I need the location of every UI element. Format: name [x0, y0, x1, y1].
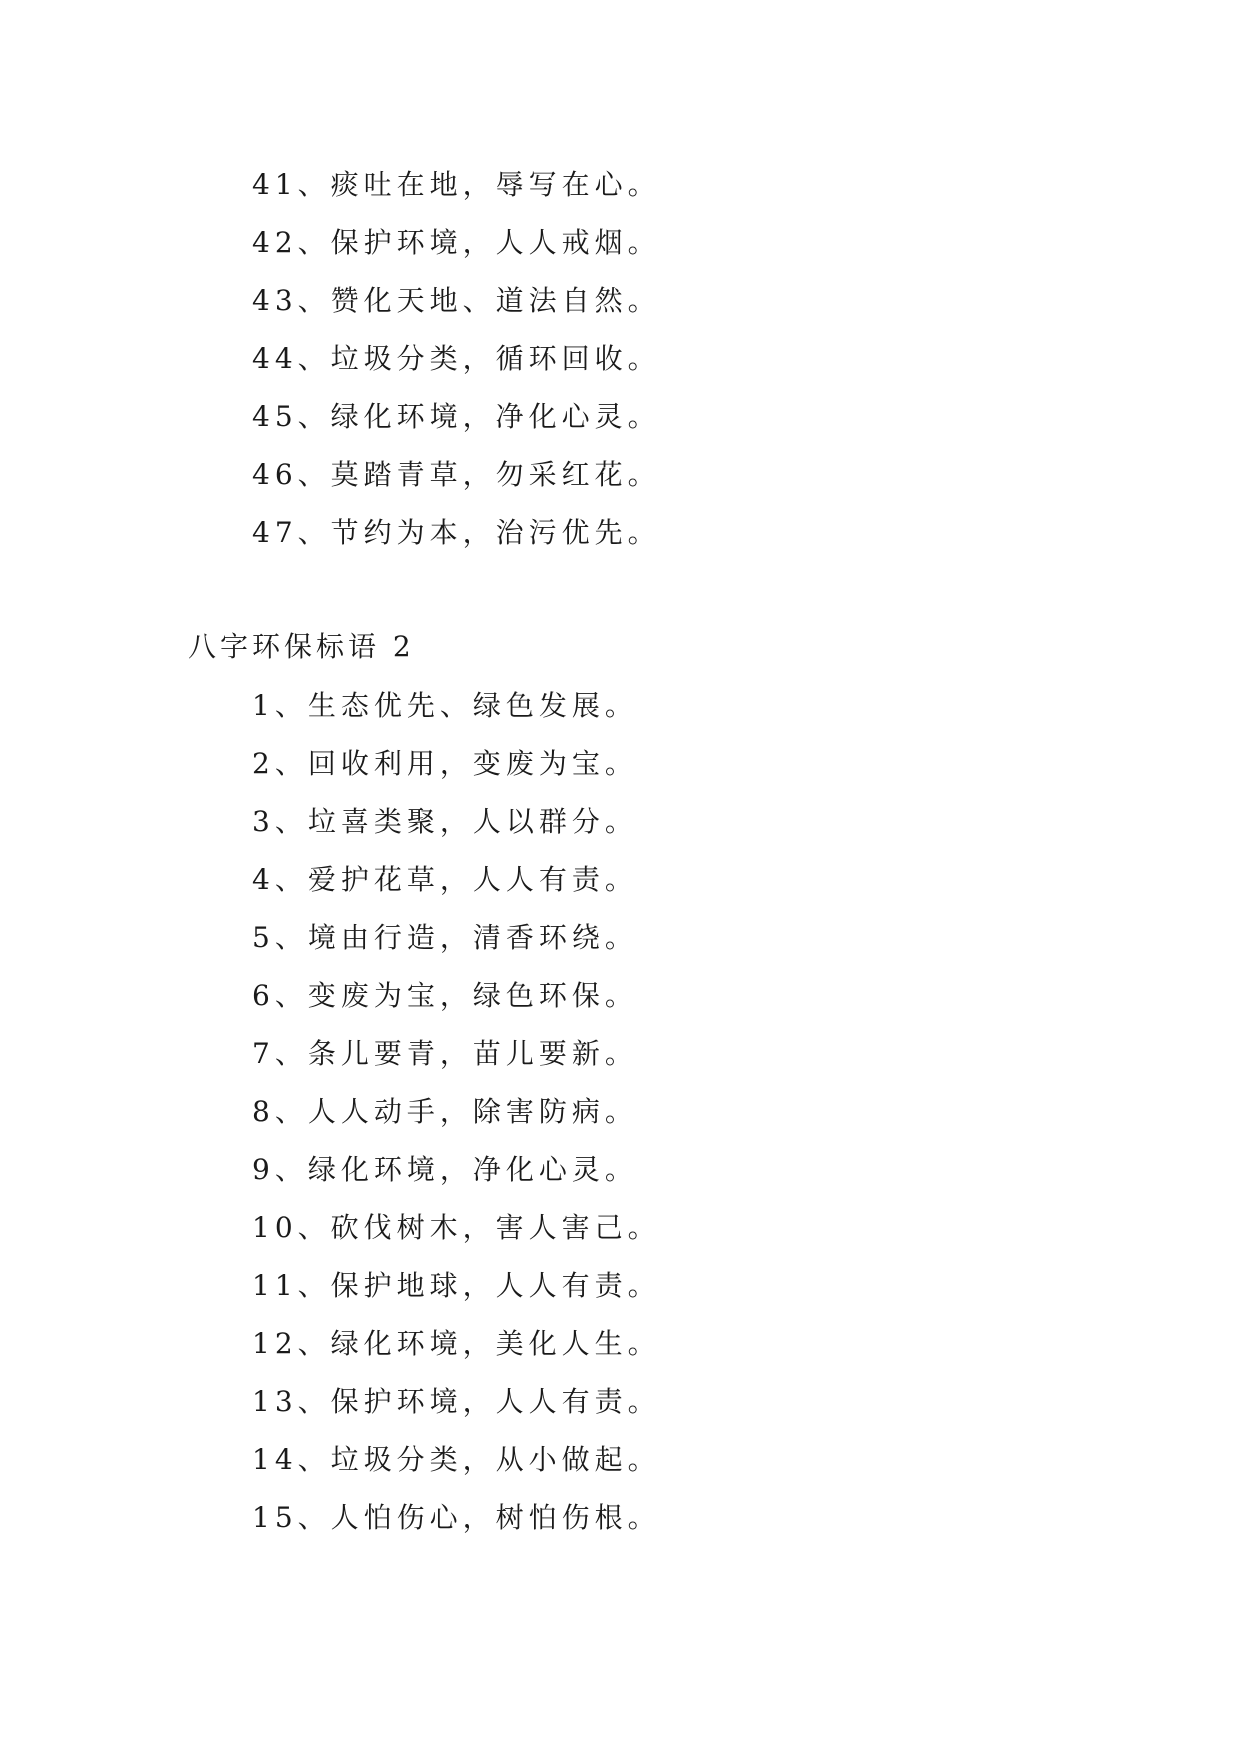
- list-item: 47、节约为本，治污优先。: [252, 516, 661, 549]
- list-item: 1、生态优先、绿色发展。: [252, 689, 638, 722]
- list-item: 4、爱护花草，人人有责。: [252, 863, 638, 896]
- list-item: 11、保护地球，人人有责。: [252, 1269, 661, 1302]
- list-item: 42、保护环境，人人戒烟。: [252, 226, 661, 259]
- list-item: 5、境由行造，清香环绕。: [252, 921, 638, 954]
- list-item: 12、绿化环境，美化人生。: [252, 1327, 661, 1360]
- list-item: 9、绿化环境，净化心灵。: [252, 1153, 638, 1186]
- list-item: 10、砍伐树木，害人害己。: [252, 1211, 661, 1244]
- list-item: 15、人怕伤心，树怕伤根。: [252, 1501, 661, 1534]
- list-item: 46、莫踏青草，勿采红花。: [252, 458, 661, 491]
- section-heading: 八字环保标语 2: [188, 630, 415, 663]
- list-item: 7、条儿要青，苗儿要新。: [252, 1037, 638, 1070]
- list-item: 44、垃圾分类，循环回收。: [252, 342, 661, 375]
- list-item: 13、保护环境，人人有责。: [252, 1385, 661, 1418]
- list-item: 3、垃喜类聚，人以群分。: [252, 805, 638, 838]
- list-item: 45、绿化环境，净化心灵。: [252, 400, 661, 433]
- list-item: 43、赞化天地、道法自然。: [252, 284, 661, 317]
- list-item: 14、垃圾分类，从小做起。: [252, 1443, 661, 1476]
- list-item: 41、痰吐在地，辱写在心。: [252, 168, 661, 201]
- list-item: 8、人人动手，除害防病。: [252, 1095, 638, 1128]
- list-item: 6、变废为宝，绿色环保。: [252, 979, 638, 1012]
- list-item: 2、回收利用，变废为宝。: [252, 747, 638, 780]
